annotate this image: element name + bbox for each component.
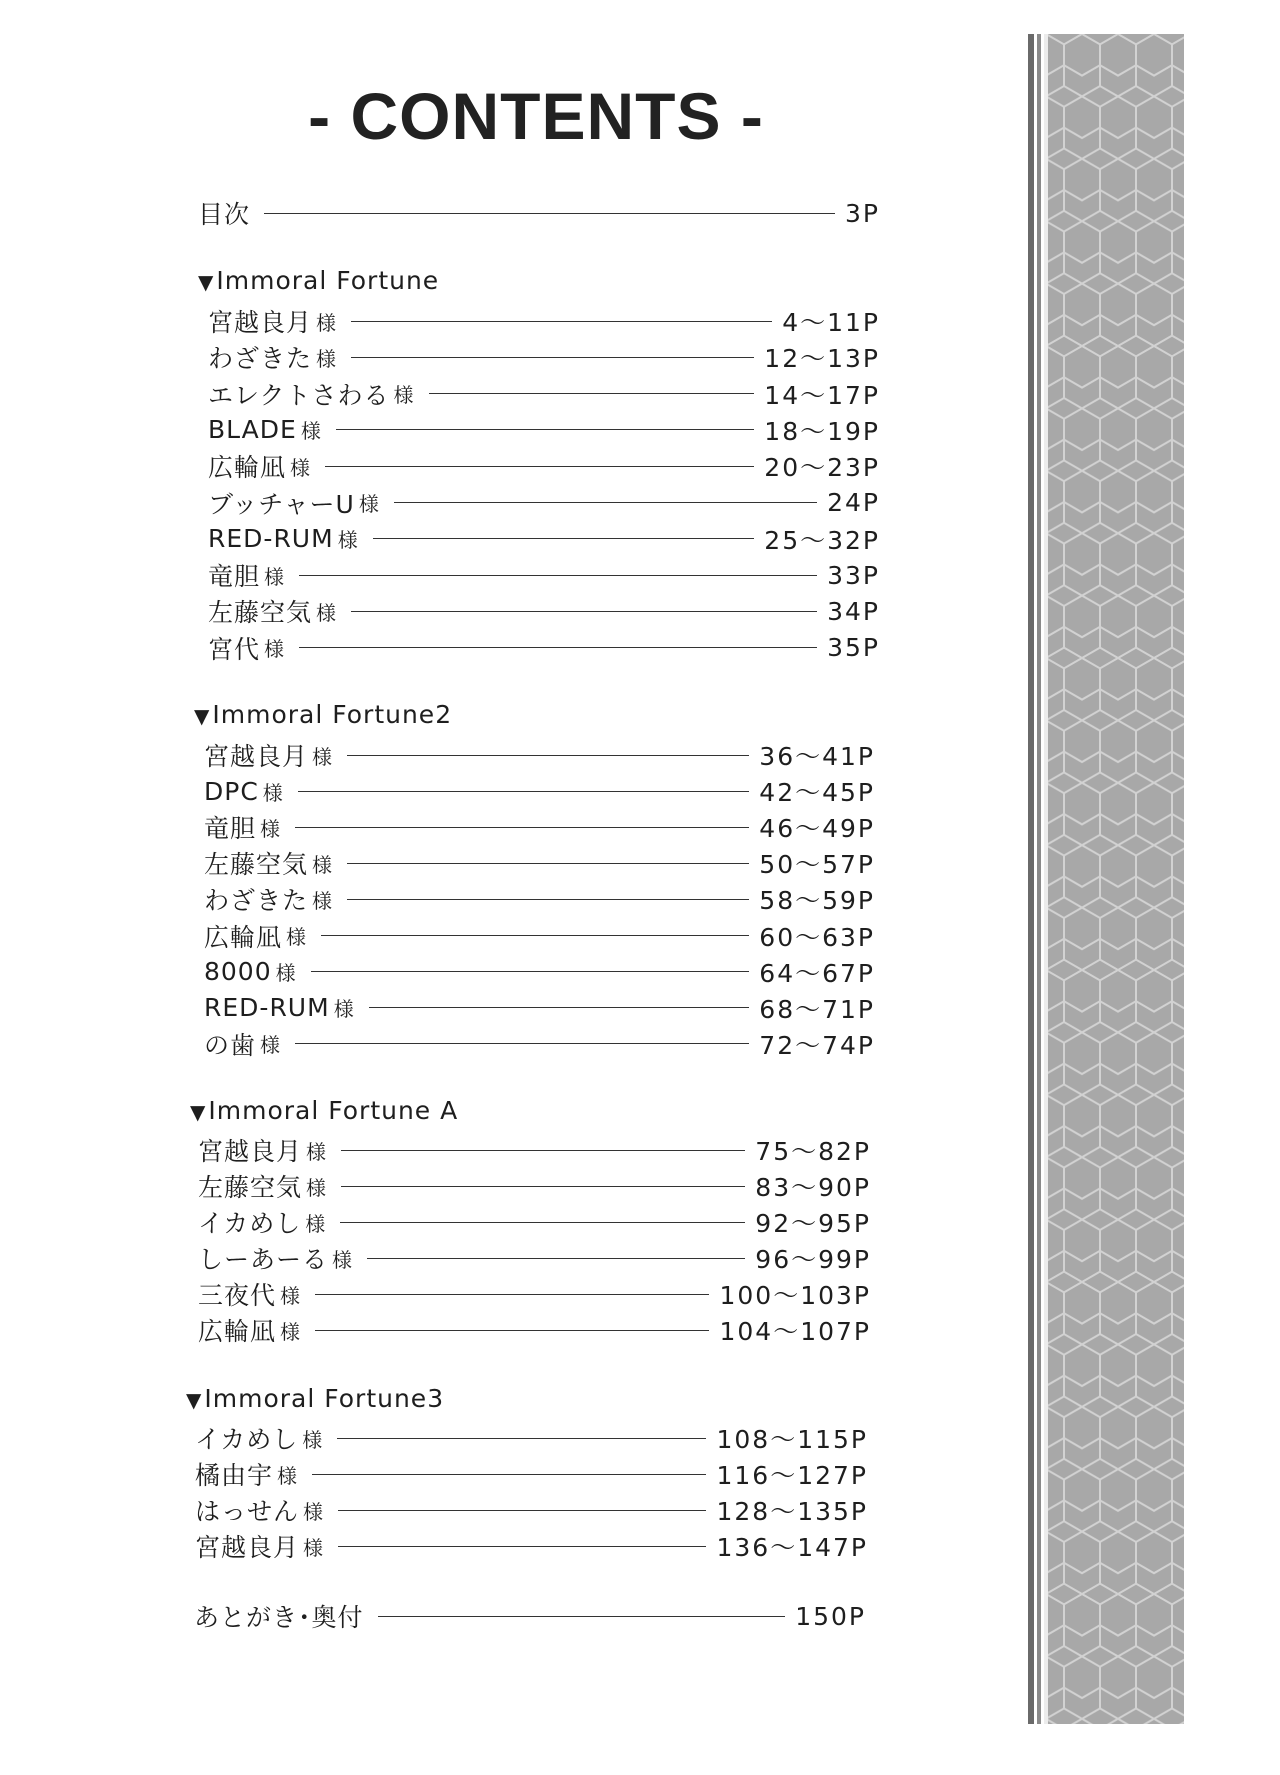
entry-name: イカめし	[195, 1425, 299, 1454]
leader-line	[321, 935, 749, 936]
entry-name: わざきた	[204, 886, 309, 916]
section-heading	[190, 1096, 458, 1125]
honorific: 様	[264, 564, 286, 589]
entry-name: 目次	[198, 200, 251, 229]
entry-name: BLADE	[208, 415, 297, 445]
toc-entry[interactable]	[195, 1528, 868, 1564]
leader-line	[299, 647, 817, 648]
entry-name: わざきた	[208, 344, 313, 374]
toc-entry[interactable]	[204, 809, 875, 845]
entry-page: 46～49P	[759, 814, 875, 844]
entry-page: 136～147P	[716, 1533, 868, 1562]
leader-line	[298, 791, 750, 792]
entry-page: 68～71P	[759, 994, 875, 1024]
toc-entry[interactable]	[204, 845, 875, 881]
toc-entry[interactable]	[204, 918, 875, 954]
leader-line	[295, 1043, 749, 1044]
toc-entry[interactable]	[198, 1132, 871, 1168]
entry-page: 150P	[795, 1601, 866, 1631]
section-heading	[198, 266, 439, 295]
leader-line	[312, 1474, 706, 1475]
toc-entry[interactable]	[204, 990, 875, 1026]
honorific: 様	[262, 780, 284, 805]
honorific: 様	[358, 492, 380, 516]
toc-entry[interactable]	[208, 412, 880, 448]
entry-name: 左藤空気	[208, 598, 313, 628]
toc-entry[interactable]	[208, 448, 880, 484]
leader-line	[351, 321, 772, 322]
toc-entry-afterword[interactable]	[194, 1598, 866, 1634]
triangle-bullet-icon: ▼	[186, 1388, 203, 1412]
entry-page: 100～103P	[719, 1281, 871, 1310]
leader-line	[347, 755, 749, 756]
honorific: 様	[280, 1319, 302, 1344]
entry-name: 竜胆	[208, 562, 261, 592]
entry-page: 3P	[845, 198, 880, 228]
toc-entry[interactable]	[204, 954, 875, 990]
honorific: 様	[316, 310, 338, 335]
honorific: 様	[280, 1283, 302, 1308]
entry-page: 4～11P	[782, 308, 880, 337]
toc-entry[interactable]	[208, 303, 880, 339]
toc-entry[interactable]	[198, 1204, 871, 1240]
entry-page: 64～67P	[759, 958, 875, 988]
toc-entry[interactable]	[198, 1312, 871, 1348]
toc-entry[interactable]	[208, 521, 880, 557]
toc-entry[interactable]	[208, 376, 880, 412]
leader-line	[347, 863, 749, 864]
honorific: 様	[286, 925, 308, 949]
honorific: 様	[275, 961, 297, 986]
honorific: 様	[332, 1247, 354, 1272]
leader-line	[337, 1438, 706, 1439]
entry-name: 三夜代	[198, 1281, 277, 1310]
entry-name: 橘由宇	[195, 1461, 274, 1490]
entry-name: 8000	[204, 957, 272, 987]
honorific: 様	[277, 1463, 299, 1488]
honorific: 様	[303, 1499, 325, 1524]
honorific: 様	[312, 888, 334, 913]
honorific: 様	[393, 383, 415, 408]
honorific: 様	[260, 1033, 282, 1058]
entry-page: 18～19P	[764, 416, 880, 446]
leader-line	[311, 971, 750, 972]
toc-entry[interactable]	[204, 881, 875, 917]
honorific: 様	[300, 419, 322, 444]
toc-entry[interactable]	[208, 593, 880, 629]
honorific: 様	[305, 1211, 327, 1236]
leader-line	[378, 1616, 786, 1617]
toc-entry[interactable]	[208, 339, 880, 375]
triangle-bullet-icon: ▼	[190, 1100, 207, 1124]
entry-page: 128～135P	[716, 1497, 868, 1526]
entry-page: 104～107P	[719, 1317, 871, 1346]
entry-name: あとがき･奥付	[194, 1603, 364, 1632]
entry-page: 14～17P	[764, 380, 880, 410]
entry-name: 左藤空気	[198, 1173, 303, 1202]
leader-line	[315, 1330, 709, 1331]
entry-page: 20～23P	[764, 453, 880, 483]
leader-line	[315, 1294, 709, 1295]
leader-line	[338, 1546, 706, 1547]
section-title: Immoral Fortune3	[204, 1384, 445, 1413]
honorific: 様	[260, 816, 282, 841]
toc-entry[interactable]	[204, 773, 875, 809]
honorific: 様	[306, 1139, 328, 1164]
entry-page: 96～99P	[755, 1245, 871, 1274]
toc-entry[interactable]	[208, 630, 880, 666]
leader-line	[373, 538, 755, 539]
toc-entry[interactable]	[198, 1168, 871, 1204]
leader-line	[341, 1150, 745, 1151]
toc-entry[interactable]	[208, 557, 880, 593]
toc-entry[interactable]	[198, 1240, 871, 1276]
triangle-bullet-icon: ▼	[194, 704, 211, 728]
hexagon-pattern-strip	[1028, 34, 1184, 1724]
leader-line	[351, 611, 817, 612]
toc-entry[interactable]	[195, 1492, 868, 1528]
entry-name: の歯	[204, 1030, 257, 1060]
entry-page: 50～57P	[759, 850, 875, 880]
entry-name: 広輪凪	[198, 1317, 277, 1346]
toc-entry[interactable]	[195, 1456, 868, 1492]
leader-line	[369, 1007, 750, 1008]
section-heading	[186, 1384, 444, 1413]
leader-line	[338, 1510, 706, 1511]
leader-line	[325, 466, 754, 467]
section-title: Immoral Fortune2	[212, 700, 453, 729]
entry-name: 竜胆	[204, 814, 257, 844]
entry-page: 60～63P	[759, 922, 875, 952]
leader-line	[429, 393, 755, 394]
honorific: 様	[303, 1535, 325, 1560]
leader-line	[295, 827, 749, 828]
leader-line	[351, 357, 754, 358]
leader-line	[299, 575, 817, 576]
entry-name: RED-RUM	[208, 524, 334, 554]
entry-name: イカめし	[198, 1209, 302, 1238]
section-title: Immoral Fortune	[216, 266, 440, 295]
entry-name: DPC	[204, 776, 259, 806]
honorific: 様	[337, 528, 359, 553]
leader-line	[336, 429, 754, 430]
entry-name: 左藤空気	[204, 850, 309, 880]
entry-name: 広輪凪	[208, 453, 287, 483]
entry-page: 83～90P	[755, 1173, 871, 1202]
entry-page: 36～41P	[759, 742, 875, 771]
honorific: 様	[302, 1427, 324, 1452]
entry-page: 108～115P	[716, 1425, 868, 1454]
section-title: Immoral Fortune A	[208, 1096, 459, 1125]
leader-line	[367, 1258, 745, 1259]
section-heading	[194, 700, 452, 729]
entry-name: はっせん	[195, 1497, 300, 1526]
honorific: 様	[312, 744, 334, 769]
entry-name: 宮越良月	[204, 742, 309, 771]
honorific: 様	[316, 600, 338, 625]
honorific: 様	[316, 346, 338, 371]
entry-page: 34P	[827, 596, 880, 626]
entry-name: ブッチャーU	[208, 489, 355, 519]
entry-name: 宮越良月	[208, 308, 313, 337]
honorific: 様	[306, 1175, 328, 1200]
leader-line	[341, 1186, 745, 1187]
honorific: 様	[290, 455, 312, 480]
entry-page: 42～45P	[759, 778, 875, 808]
entry-page: 25～32P	[764, 525, 880, 555]
triangle-bullet-icon: ▼	[198, 270, 215, 294]
entry-page: 58～59P	[759, 886, 875, 916]
toc-entry[interactable]	[204, 1026, 875, 1062]
entry-page: 24P	[827, 488, 880, 517]
entry-page: 75～82P	[755, 1137, 871, 1166]
entry-name: RED-RUM	[204, 993, 330, 1023]
entry-name: 宮代	[208, 634, 261, 664]
entry-page: 12～13P	[764, 344, 880, 374]
page-title: - CONTENTS -	[308, 79, 764, 153]
entry-name: エレクトさわる	[208, 380, 390, 410]
entry-page: 116～127P	[716, 1461, 868, 1490]
toc-entry[interactable]	[195, 1420, 868, 1456]
entry-page: 35P	[827, 633, 880, 663]
toc-entry[interactable]	[198, 1276, 871, 1312]
honorific: 様	[312, 852, 334, 877]
entry-name: しーあーる	[198, 1245, 329, 1274]
leader-line	[394, 502, 817, 503]
toc-entry-mokuji[interactable]	[198, 195, 880, 231]
toc-entry[interactable]	[208, 485, 880, 521]
honorific: 様	[264, 637, 286, 662]
leader-line	[264, 213, 835, 214]
entry-page: 72～74P	[759, 1030, 875, 1060]
leader-line	[347, 899, 749, 900]
toc-entry[interactable]	[204, 737, 875, 773]
leader-line	[340, 1222, 745, 1223]
entry-name: 宮越良月	[198, 1137, 303, 1166]
entry-name: 宮越良月	[195, 1533, 300, 1562]
entry-name: 広輪凪	[204, 922, 283, 952]
honorific: 様	[333, 997, 355, 1022]
entry-page: 92～95P	[755, 1209, 871, 1238]
entry-page: 33P	[827, 560, 880, 590]
